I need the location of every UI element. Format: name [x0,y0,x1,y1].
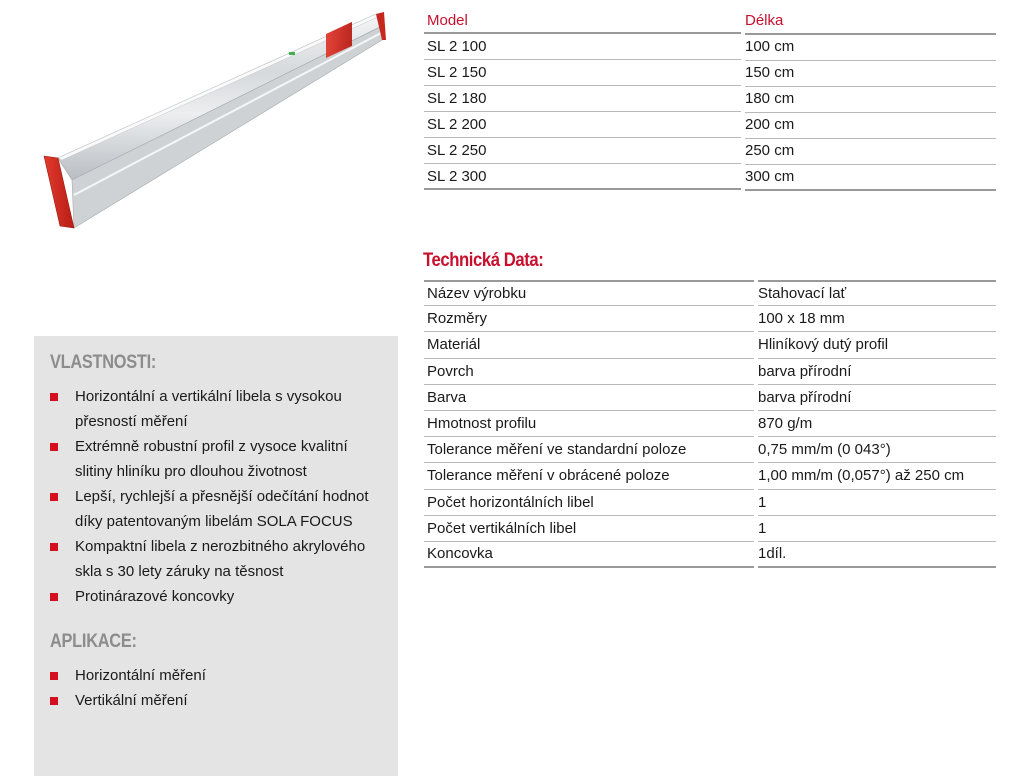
list-item [50,663,386,688]
product-image [30,0,400,250]
spec-label: Materiál [424,332,754,358]
table-row [424,437,996,463]
list-item [50,384,386,434]
table-row [424,542,996,568]
model-cell: SL 2 200 [424,112,741,138]
spec-label: Počet horizontálních libel [424,490,754,516]
level-bar [44,12,386,228]
spec-value: 1,00 mm/m (0,057°) až 250 cm [758,463,996,489]
spec-label: Rozměry [424,306,754,332]
application-text: Vertikální měření [75,692,188,709]
feature-text: Horizontální a vertikální libela s vysokou přesností měření [75,388,342,430]
table-row [424,60,996,86]
table-row [424,86,996,112]
spec-value: Hliníkový dutý profil [758,332,996,358]
bullet-square-icon [50,493,58,501]
bullet-square-icon [50,443,58,451]
table-row [424,516,996,542]
length-header: Délka [745,7,996,35]
features-title: VLASTNOSTI: [50,352,157,373]
bullet-square-icon [50,697,58,705]
spec-value: Stahovací lať [758,280,996,306]
bullet-square-icon [50,393,58,401]
length-cell: 200 cm [745,112,996,139]
table-row [424,280,996,306]
model-cell: SL 2 100 [424,34,741,60]
feature-text: Extrémně robustní profil z vysoce kvalitní slitiny hliníku pro dlouhou životnost [75,438,348,480]
length-cell: 250 cm [745,138,996,165]
applications-title: APLIKACE: [50,631,137,652]
model-cell: SL 2 180 [424,86,741,112]
spec-label: Počet vertikálních libel [424,516,754,542]
length-cell: 300 cm [745,163,996,191]
application-text: Horizontální měření [75,667,206,684]
bullet-square-icon [50,543,58,551]
model-table [424,8,996,190]
technical-data-table [424,280,996,568]
feature-text: Lepší, rychlejší a přesnější odečítání hodnot díky patentovaným libelám SOLA FOCUS [75,488,369,530]
spec-label: Název výrobku [424,280,754,306]
length-cell: 180 cm [745,86,996,113]
model-cell: SL 2 250 [424,138,741,164]
spec-label: Hmotnost profilu [424,411,754,437]
table-row [424,164,996,190]
applications-list [50,663,386,713]
technical-data-title: Technická Data: [423,250,544,271]
spec-value: 870 g/m [758,411,996,437]
table-row [424,463,996,489]
model-header: Model [424,8,741,34]
list-item [50,688,386,713]
list-item [50,584,386,609]
bullet-square-icon [50,672,58,680]
table-row [424,34,996,60]
length-cell: 100 cm [745,34,996,61]
table-row [424,385,996,411]
spec-value: 0,75 mm/m (0 043°) [758,437,996,463]
list-item [50,434,386,484]
spec-value: 1díl. [758,542,996,568]
table-row [424,332,996,358]
table-row [424,138,996,164]
length-cell: 150 cm [745,60,996,87]
table-row [424,490,996,516]
bullet-square-icon [50,593,58,601]
spec-label: Povrch [424,359,754,385]
model-cell: SL 2 300 [424,164,741,190]
spec-value: barva přírodní [758,385,996,411]
spec-label: Tolerance měření v obrácené poloze [424,463,754,489]
feature-text: Protinárazové koncovky [75,588,235,605]
model-cell: SL 2 150 [424,60,741,86]
table-row [424,411,996,437]
list-item [50,534,386,584]
table-row [424,112,996,138]
spec-label: Barva [424,385,754,411]
feature-text: Kompaktní libela z nerozbitného akrylového skla s 30 lety záruky na těsnost [75,538,366,580]
table-row [424,306,996,332]
features-panel [34,336,398,776]
spec-value: barva přírodní [758,359,996,385]
spec-label: Tolerance měření ve standardní poloze [424,437,754,463]
model-table-header [424,8,996,34]
spec-value: 1 [758,516,996,542]
list-item [50,484,386,534]
features-list [50,384,386,609]
spec-value: 1 [758,490,996,516]
table-row [424,359,996,385]
spec-value: 100 x 18 mm [758,306,996,332]
spec-label: Koncovka [424,542,754,568]
